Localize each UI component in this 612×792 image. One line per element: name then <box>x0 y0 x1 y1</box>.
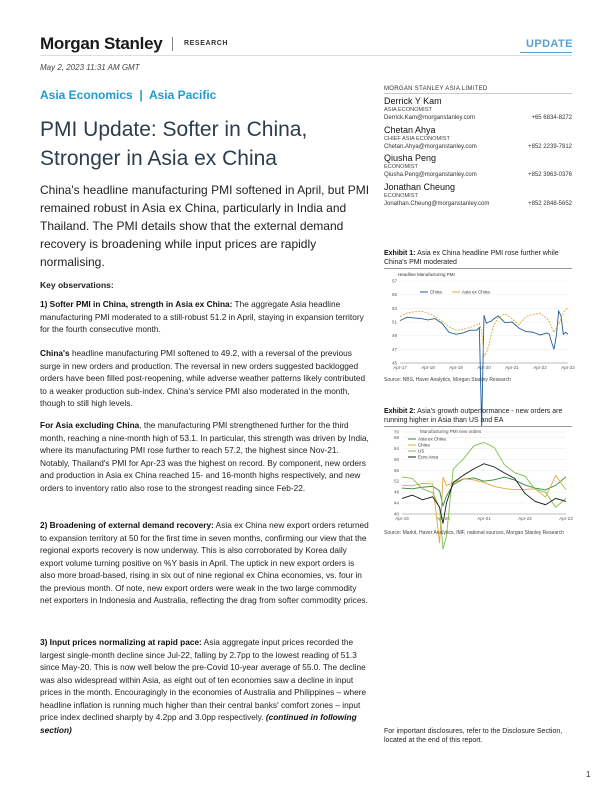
paragraph-text: The aggregate Asia headline manufacturing PMI moderated to a still-robust 51.2 in April, staying in expansion territory for the fourth consecutive month. <box>40 299 364 334</box>
paragraph-text: Asia aggregate input prices recorded the largest single-month decline since Jul-22, falling by 2.7pp to the lowest reading of 51.3 since May-20. This is now well below the pre-Covid 10-year average of 55.0. The decline was also widespread within Asia, as eight out of ten economies saw a decline in input prices in the month. Encouragingly in the economies of Australia and Philippines – where headline inflation is running much higher than their central banks' comfort zones – input price index declined sharply by 4.2pp and 3.0pp respectively. <box>40 637 367 722</box>
exhibit-caption: Asia's growth outperformance - new orders are running higher in Asia than US and EA <box>384 408 563 424</box>
key-observations-heading: Key observations: <box>40 280 114 290</box>
exhibit-1-source: Source: NBS, Haver Analytics, Morgan Stanley Research <box>384 377 511 383</box>
legend-label: China <box>430 289 442 295</box>
analyst-card <box>384 125 572 151</box>
page-number: 1 <box>586 770 591 779</box>
legend-label: US <box>418 448 425 454</box>
summary: China's headline manufacturing PMI softened in April, but PMI remained robust in Asia ex China, particularly in India and Thailand. The PMI details show that the external demand recovery is broadening while input prices are rapidly normalising. <box>40 183 370 269</box>
morgan-stanley-logo: Morgan Stanley <box>40 34 163 53</box>
y-tick-label: 51 <box>391 319 397 325</box>
y-tick-label: 64 <box>393 445 399 451</box>
logo-divider <box>172 37 173 51</box>
y-tick-label: 56 <box>393 467 399 473</box>
firm-name: MORGAN STANLEY ASIA LIMITED <box>384 86 488 92</box>
page-title: PMI Update: Softer in China, Stronger in Asia ex China <box>40 118 308 170</box>
analyst-name: Derrick Y Kam <box>384 96 442 106</box>
analyst-phone: +852 2848-5652 <box>528 201 572 207</box>
x-tick-label: Apr-20 <box>436 516 450 521</box>
y-tick-label: 53 <box>391 305 397 311</box>
legend-label: China <box>418 442 430 448</box>
disclosure-note: For important disclosures, refer to the Disclosure Section, located at the end of this report. <box>384 728 563 744</box>
analyst-name: Chetan Ahya <box>384 125 436 135</box>
y-tick-label: 40 <box>393 511 399 517</box>
y-tick-label: 45 <box>391 360 397 366</box>
analyst-role: ASIA ECONOMIST <box>384 107 432 113</box>
analyst-role: ECONOMIST <box>384 164 418 170</box>
analyst-card <box>384 96 572 122</box>
paragraph-lead: 2) Broadening of external demand recovery: <box>40 520 214 530</box>
y-tick-label: 70 <box>393 429 399 435</box>
paragraph-text: Asia ex China new export orders returned to expansion territory at 50 for the first time in seven months, confirming our view that the regional exports recovery is now underway. This is also corroborated by Korea daily export volume turning positive on %Y basis in April. The uptick in new export orders is also more broad-based, rising in six out of nine regional ex China economies, vs. four in the previous month. Of note, new export orders were weak in the two large commodity net exporters in Indonesia and Australia, reflecting the drag from softer commodity prices. <box>40 520 369 605</box>
exhibit-1-chart <box>384 270 575 374</box>
x-tick-label: Apr-20 <box>477 365 491 370</box>
x-tick-label: Apr-21 <box>505 365 519 370</box>
paragraph-lead: 3) Input prices normalizing at rapid pace: <box>40 637 202 647</box>
analyst-card <box>384 182 572 208</box>
exhibit-1-rule <box>384 268 572 269</box>
paragraph-text: headline manufacturing PMI softened to 49.2, with a reversal of the previous surge in new orders and production. The reversal in new orders suggested backlogged orders have been filled post-reopening, while adverse weather patterns likely contributed to a weaker production sub-index. China's service PMI also moderated in the month, though to still high levels. <box>40 348 366 408</box>
paragraph-lead: 1) Softer PMI in China, strength in Asia ex China: <box>40 299 233 309</box>
contacts-rule <box>384 93 572 94</box>
analyst-email[interactable]: Qiusha.Peng@morganstanley.com <box>384 172 477 178</box>
section-label: RESEARCH <box>184 40 229 47</box>
x-tick-label: Apr-21 <box>477 516 491 521</box>
y-tick-label: 57 <box>391 278 397 284</box>
analyst-email[interactable]: Derrick.Kam@morganstanley.com <box>384 115 476 121</box>
legend-label: Asia ex China <box>462 289 490 295</box>
exhibit-2-rule <box>384 426 572 427</box>
continued-note: (continued in following section) <box>40 712 357 735</box>
analyst-name: Qiusha Peng <box>384 153 437 163</box>
update-underline <box>520 52 572 53</box>
y-tick-label: 49 <box>391 333 397 339</box>
paragraph-text: , the manufacturing PMI strengthened further for the third month, reaching a nine-month high of 53.1. In particular, this strength was driven by India, where its manufacturing PMI rose further to reach 57.2, the highest since Nov-21. Notably, Thailand's PMI for Apr-23 was the highest on record. By component, new orders and production in Asia ex China reached 15- and 16-month highs respectively, and new orders to inventory ratio also rose to the strongest reading since Feb-22. <box>40 420 369 493</box>
exhibit-2-source: Source: Markit, Haver Analytics, IMF, national sources, Morgan Stanley Research <box>384 530 565 536</box>
y-tick-label: 55 <box>391 292 397 298</box>
exhibit-1-title <box>384 249 572 267</box>
y-tick-label: 52 <box>393 478 399 484</box>
category-tags: Asia Economics | Asia Pacific <box>40 88 217 102</box>
exhibit-label: Exhibit 1: <box>384 250 416 257</box>
analyst-phone: +852 3963-0376 <box>528 172 572 178</box>
x-tick-label: Apr-22 <box>533 365 547 370</box>
legend-label: Euro Area <box>418 454 439 460</box>
analyst-email[interactable]: Chetan.Ahya@morganstanley.com <box>384 144 477 150</box>
x-tick-label: Apr-23 <box>561 365 575 370</box>
analyst-phone: +65 6834-8272 <box>531 115 572 121</box>
x-tick-label: Apr-19 <box>449 365 463 370</box>
header-rule <box>40 55 572 56</box>
analyst-phone: +852 2239-7812 <box>528 144 572 150</box>
exhibit-label: Exhibit 2: <box>384 408 416 415</box>
chart-subtitle: Manufacturing PMI new orders <box>420 429 482 434</box>
y-tick-label: 44 <box>393 500 399 506</box>
y-tick-label: 68 <box>393 434 399 440</box>
y-tick-label: 60 <box>393 456 399 462</box>
x-tick-label: Apr-17 <box>393 365 407 370</box>
y-tick-label: 47 <box>391 346 397 352</box>
chart-subtitle: Headline Manufacturing PMI <box>398 272 455 277</box>
analyst-email[interactable]: Jonathan.Cheung@morganstanley.com <box>384 201 490 207</box>
paragraph-5 <box>40 636 370 736</box>
exhibit-caption: Asia ex China headline PMI rose further while China's PMI moderated <box>384 250 559 266</box>
analyst-role: CHIEF ASIA ECONOMIST <box>384 136 450 142</box>
x-tick-label: Apr-23 <box>559 516 573 521</box>
x-tick-label: Apr-19 <box>395 516 409 521</box>
paragraph-3 <box>40 419 370 494</box>
legend-label: Asia ex China <box>418 436 446 442</box>
publish-date: May 2, 2023 11:31 AM GMT <box>40 63 140 72</box>
analyst-name: Jonathan Cheung <box>384 182 456 192</box>
paragraph-lead: China's <box>40 348 70 358</box>
analyst-role: ECONOMIST <box>384 193 418 199</box>
update-badge: UPDATE <box>526 38 573 50</box>
analyst-card <box>384 153 572 179</box>
x-tick-label: Apr-18 <box>421 365 435 370</box>
paragraph-2 <box>40 347 370 410</box>
y-tick-label: 48 <box>393 489 399 495</box>
exhibit-2-title <box>384 407 572 425</box>
x-tick-label: Apr-22 <box>518 516 532 521</box>
paragraph-1 <box>40 298 370 336</box>
paragraph-lead: For Asia excluding China <box>40 420 140 430</box>
exhibit-2-chart <box>384 428 572 526</box>
paragraph-4 <box>40 519 370 607</box>
